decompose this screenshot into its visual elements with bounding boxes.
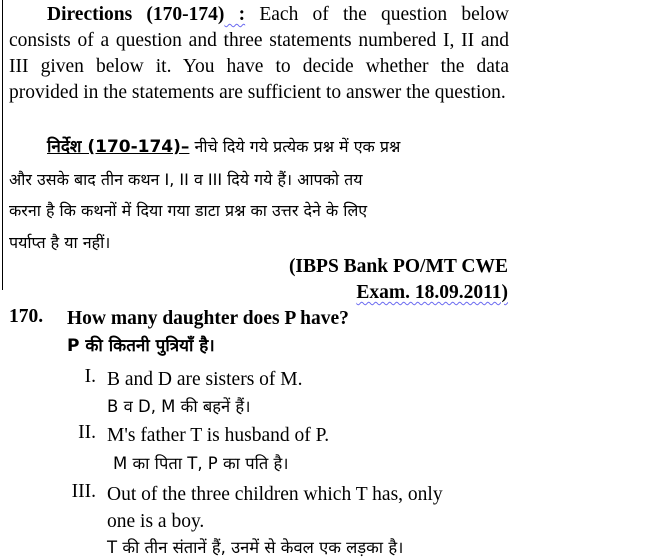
statement-3-english-line2: one is a boy.	[107, 511, 205, 532]
nirdesh-line1: नीचे दिये गये प्रत्येक प्रश्न में एक प्रश्न	[189, 137, 401, 156]
statement-3-english-line1: Out of the three children which T has, only	[107, 484, 443, 505]
statement-2-hindi: M का पिता T, P का पति है।	[113, 454, 289, 473]
statement-2-number: II.	[78, 422, 96, 443]
statement-1-english: B and D are sisters of M.	[107, 369, 303, 390]
directions-colon: :	[224, 4, 246, 25]
statement-3-number: III.	[71, 481, 96, 502]
statement-1-hindi: B व D, M की बहनें हैं।	[107, 397, 251, 416]
exam-source-line1: (IBPS Bank PO/MT CWE	[288, 256, 508, 277]
directions-label: Directions (170-174)	[47, 4, 225, 25]
exam-source-date: Exam. 18.09.2011)	[356, 282, 508, 303]
directions-text: Each of the question below consists of a question and three statements numbered I, II and III given below it. You have to decide whether the data provided in the statements are sufficient to answer the question.	[9, 4, 509, 103]
left-margin-rule	[2, 0, 3, 290]
question-number: 170.	[9, 306, 44, 327]
question-hindi: P की कितनी पुत्रियाँ है।	[67, 336, 215, 356]
nirdesh-line4: पर्याप्त है या नहीं।	[9, 232, 111, 252]
statement-3-hindi: T की तीन संतानें हैं, उनमें से केवल एक लड़का है।	[107, 538, 404, 557]
nirdesh-label: निर्देश (170-174)–	[47, 137, 190, 157]
directions-paragraph	[9, 2, 509, 106]
nirdesh-line2: और उसके बाद तीन कथन I, II व III दिये गये हैं। आपको तय	[9, 169, 363, 189]
nirdesh-line3: करना है कि कथनों में दिया गया डाटा प्रश्न का उत्तर देने के लिए	[9, 201, 368, 220]
question-english: How many daughter does P have?	[67, 308, 349, 329]
nirdesh-paragraph	[9, 131, 509, 258]
exam-source-line2	[108, 280, 508, 306]
statement-2-english: M's father T is husband of P.	[107, 425, 330, 446]
statement-1-number: I.	[84, 366, 96, 387]
